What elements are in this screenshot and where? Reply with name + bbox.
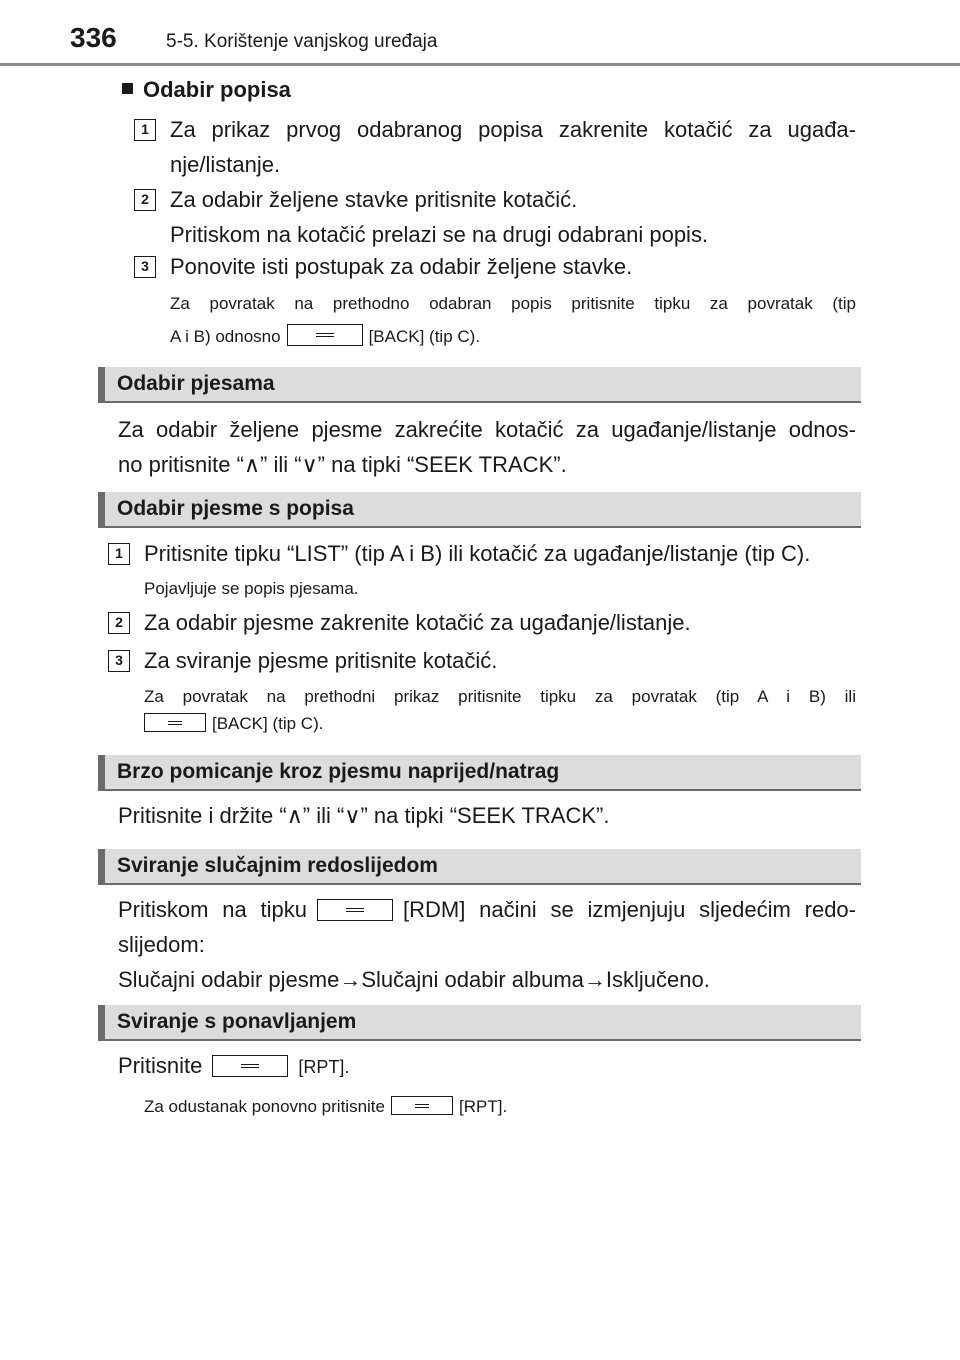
section-heading: Sviranje slučajnim redoslijedom [98, 849, 861, 885]
step-number-box: 1 [134, 119, 156, 141]
step-number-box: 3 [108, 650, 130, 672]
body-text: Pritisnite [RPT]. [118, 1053, 350, 1078]
back-button-icon [287, 324, 363, 346]
note-text: Pojavljuje se popis pjesama. [144, 579, 359, 598]
note-text: Za odustanak ponovno pritisnite [RPT]. [144, 1097, 508, 1116]
step-text: Ponovite isti postupak za odabir željene stavke. [170, 254, 633, 279]
step-text: Pritisnite tipku “LIST” (tip A i B) ili kotačić za ugađanje/listanje (tip C). [144, 541, 811, 566]
body-text: Pritiskom na tipku [RDM] načini se izmjenjuju sljedećim redo- slijedom: Slučajni odabir pjesme→Slučajni odabir albuma→Isključeno. [118, 897, 856, 992]
step-number-box: 2 [108, 612, 130, 634]
section-heading: Odabir pjesama [98, 367, 861, 403]
sub-heading-list-selection: Odabir popisa [122, 77, 291, 103]
step-text: Za odabir pjesme zakrenite kotačić za ugađanje/listanje. [144, 610, 691, 635]
rdm-button-icon [317, 899, 393, 921]
section-heading: Odabir pjesme s popisa [98, 492, 861, 528]
square-bullet-icon [122, 83, 133, 94]
note-text: Za povratak na prethodni prikaz pritisnite tipku za povratak (tip A i B) ili [BACK] (tip C). [144, 687, 856, 733]
step-text: Za odabir željene stavke pritisnite kotačić. Pritiskom na kotačić prelazi se na drugi odabrani popis. [170, 187, 709, 247]
body-text: Pritisnite i držite “∧” ili “∨” na tipki “SEEK TRACK”. [118, 803, 610, 828]
step-text: Za prikaz prvog odabranog popisa zakrenite kotačić za ugađa- nje/listanje. [170, 117, 856, 177]
step-number-box: 2 [134, 189, 156, 211]
step-number-box: 1 [108, 543, 130, 565]
step-text: Za sviranje pjesme pritisnite kotačić. [144, 648, 498, 673]
back-button-icon [144, 713, 206, 732]
page-number: 336 [70, 22, 117, 53]
step-number-box: 3 [134, 256, 156, 278]
section-heading: Sviranje s ponavljanjem [98, 1005, 861, 1041]
rpt-button-icon [212, 1055, 288, 1077]
page-header [0, 0, 960, 70]
header-divider [0, 63, 960, 66]
rpt-button-icon [391, 1096, 453, 1115]
body-text: Za odabir željene pjesme zakrećite kotačić za ugađanje/listanje odnos- no pritisnite “∧” ili “∨” na tipki “SEEK TRACK”. [118, 417, 856, 477]
section-heading: Brzo pomicanje kroz pjesmu naprijed/natrag [98, 755, 861, 791]
chapter-title: 5-5. Korištenje vanjskog uređaja [166, 31, 438, 52]
note-text: Za povratak na prethodno odabran popis pritisnite tipku za povratak (tip A i B) odnosno [BACK] (tip C). [170, 294, 856, 346]
